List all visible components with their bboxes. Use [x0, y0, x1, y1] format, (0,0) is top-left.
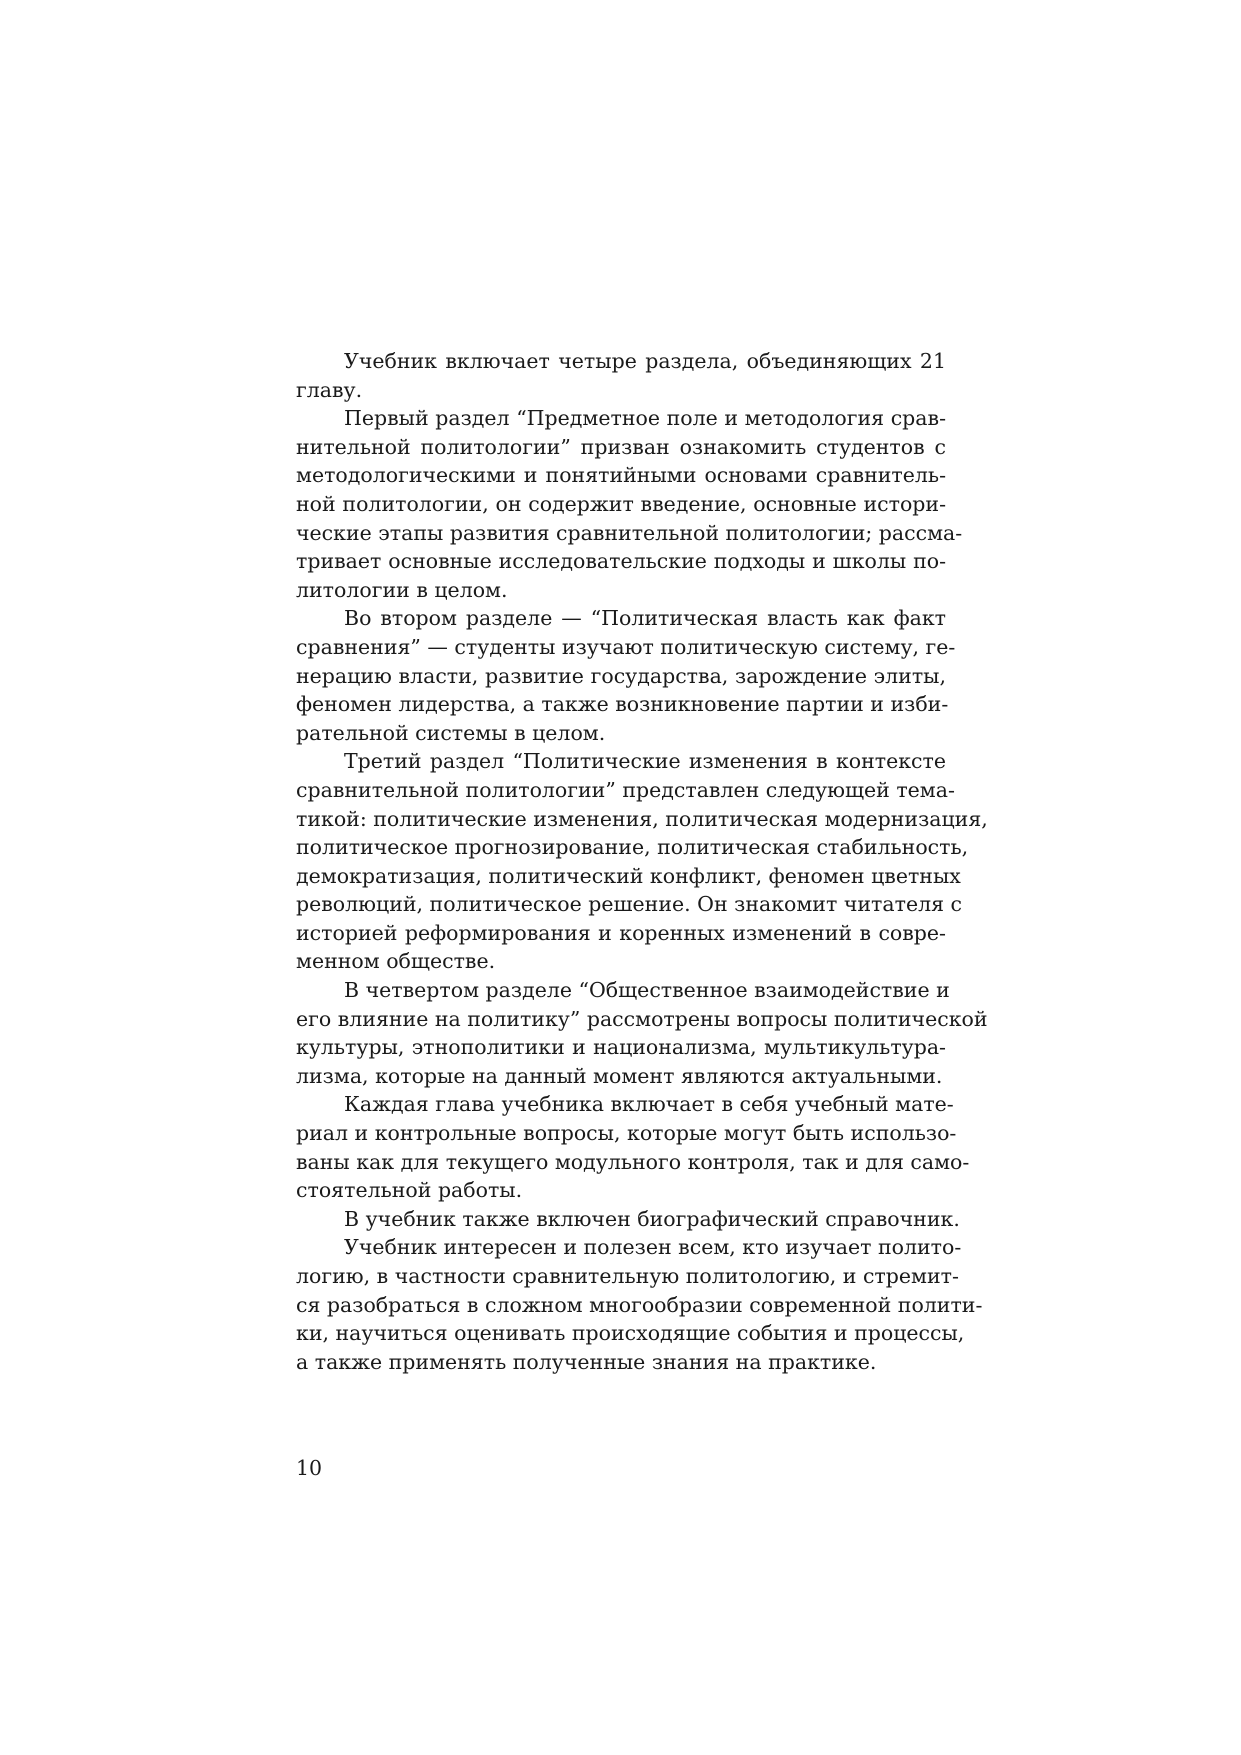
text-line: Учебник включает четыре раздела, объединяющих 21 [344, 349, 946, 373]
page-number: 10 [296, 1456, 323, 1480]
text-line: Третий раздел “Политические изменения в контексте [344, 749, 946, 774]
paragraph [296, 604, 956, 747]
text-line: нерацию власти, развитие государства, зарождение элиты, [296, 663, 946, 688]
text-line: ной политологии, он содержит введение, основные истори- [296, 491, 946, 516]
text-line: В учебник также включен биографический справочник. [344, 1206, 960, 1231]
text-line: его влияние на политику” рассмотрены вопросы политической [296, 1006, 988, 1031]
text-line: ческие этапы развития сравнительной политологии; рассма- [296, 520, 963, 545]
text-line: В четвертом разделе “Общественное взаимодействие и [344, 978, 950, 1003]
text-line: Во втором разделе — “Политическая власть как факт [344, 606, 946, 631]
text-line: ваны как для текущего модульного контроля, так и для само- [296, 1149, 970, 1174]
text-line: тикой: политические изменения, политическая модернизация, [296, 806, 988, 831]
text-line: революций, политическое решение. Он знакомит читателя с [296, 892, 963, 917]
text-line: феномен лидерства, а также возникновение партии и изби- [296, 692, 949, 717]
paragraph [296, 347, 946, 404]
text-line: ки, научиться оценивать происходящие события и процессы, [296, 1321, 965, 1346]
text-line: лизма, которые на данный момент являются актуальными. [296, 1063, 943, 1088]
text-line: стоятельной работы. [296, 1178, 523, 1203]
paragraph [296, 404, 963, 604]
paragraph [296, 1090, 970, 1204]
text-line: политическое прогнозирование, политическая стабильность, [296, 835, 969, 860]
text-line: литологии в целом. [296, 577, 508, 602]
text-line: методологическими и понятийными основами сравнитель- [296, 463, 946, 488]
text-line: логию, в частности сравнительную политологию, и стремит- [296, 1264, 959, 1288]
text-line: рательной системы в целом. [296, 720, 606, 745]
text-line: сравнения” — студенты изучают политическую систему, ге- [296, 634, 956, 659]
text-line: нительной политологии” призван ознакомить студентов с [296, 434, 946, 459]
text-line: культуры, этнополитики и национализма, мультикультура- [296, 1035, 946, 1060]
paragraph [296, 747, 988, 976]
text-line: сравнительной политологии” представлен следующей тема- [296, 777, 955, 802]
text-line: риал и контрольные вопросы, которые могут быть использо- [296, 1121, 957, 1146]
paragraph [296, 1233, 983, 1376]
text-line: ся разобраться в сложном многообразии современной полити- [296, 1292, 983, 1317]
text-line: менном обществе. [296, 949, 496, 974]
paragraph [296, 976, 988, 1090]
text-line: главу. [296, 377, 363, 402]
text-line: историей реформирования и коренных изменений в совре- [296, 920, 946, 945]
text-line: Учебник интересен и полезен всем, кто изучает полито- [344, 1235, 962, 1260]
text-line: а также применять полученные знания на практике. [296, 1349, 877, 1374]
text-line: Каждая глава учебника включает в себя учебный мате- [344, 1092, 954, 1117]
body-text [296, 347, 988, 1376]
paragraph [296, 1205, 960, 1234]
text-line: Первый раздел “Предметное поле и методология срав- [344, 406, 946, 431]
text-line: демократизация, политический конфликт, феномен цветных [296, 863, 961, 888]
text-line: тривает основные исследовательские подходы и школы по- [296, 549, 946, 574]
